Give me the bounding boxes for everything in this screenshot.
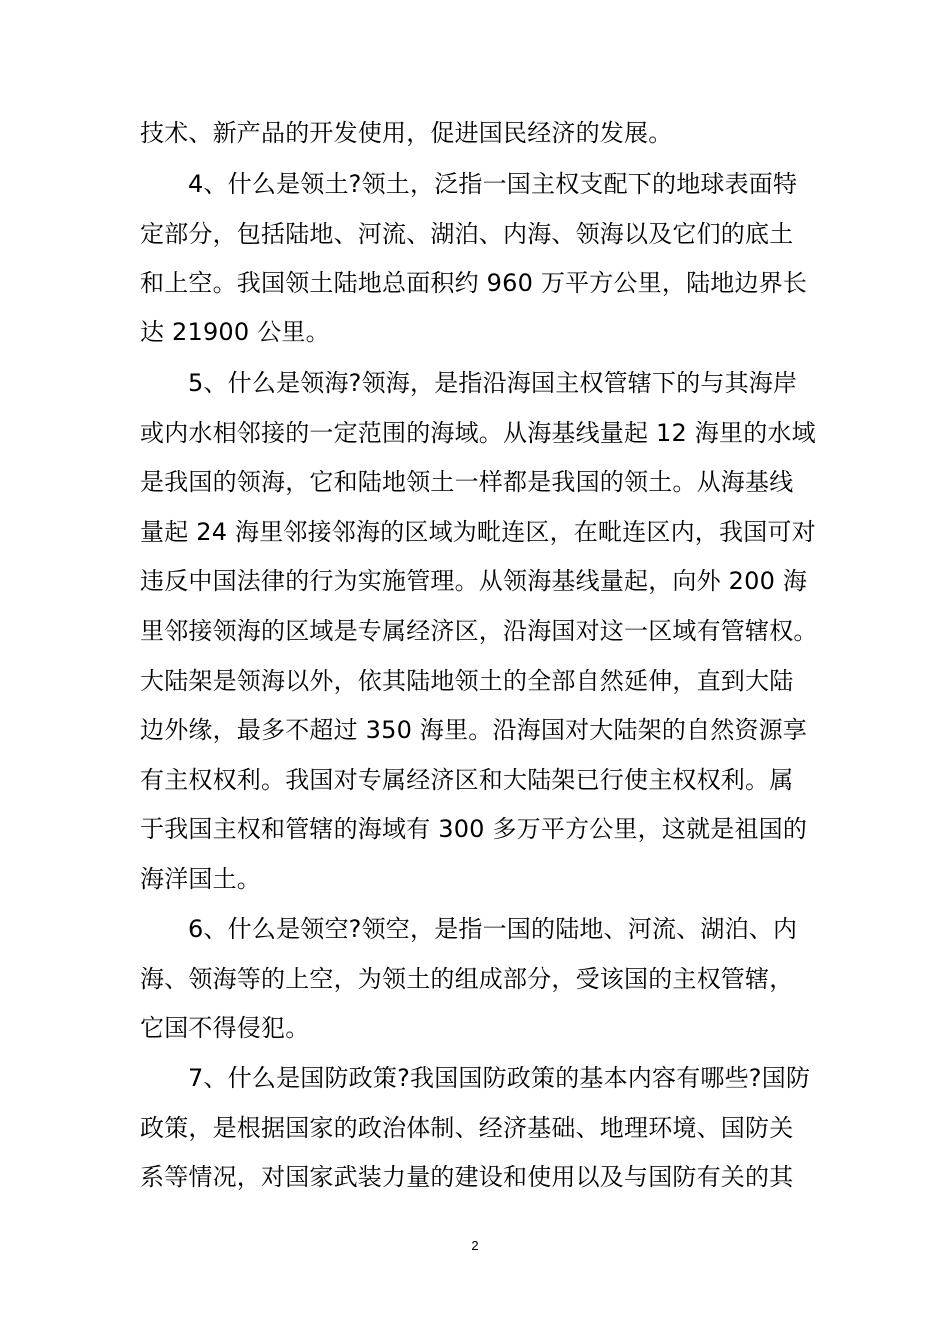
text-line: 系等情况，对国家武装力量的建设和使用以及与国防有关的其 (140, 1163, 794, 1191)
text-line: 量起 24 海里邻接邻海的区域为毗连区，在毗连区内，我国可对 (140, 518, 816, 546)
text-line: 是我国的领海，它和陆地领土一样都是我国的领土。从海基线 (140, 468, 794, 496)
text-line: 它国不得侵犯。 (140, 1014, 310, 1042)
text-line: 于我国主权和管辖的海域有 300 多万平方公里，这就是祖国的 (140, 815, 808, 843)
text-line: 6、什么是领空?领空，是指一国的陆地、河流、湖泊、内 (188, 915, 798, 943)
text-line: 边外缘，最多不超过 350 海里。沿海国对大陆架的自然资源享 (140, 716, 808, 744)
text-line: 5、什么是领海?领海，是指沿海国主权管辖下的与其海岸 (188, 369, 798, 397)
text-line: 或内水相邻接的一定范围的海域。从海基线量起 12 海里的水域 (140, 419, 816, 447)
text-line: 和上空。我国领土陆地总面积约 960 万平方公里，陆地边界长 (140, 269, 808, 297)
text-line: 大陆架是领海以外，依其陆地领土的全部自然延伸，直到大陆 (140, 667, 794, 695)
text-line: 4、什么是领土?领土，泛指一国主权支配下的地球表面特 (188, 170, 798, 198)
text-line: 里邻接领海的区域是专属经济区，沿海国对这一区域有管辖权。 (140, 617, 818, 645)
text-line: 违反中国法律的行为实施管理。从领海基线量起，向外 200 海 (140, 567, 808, 595)
text-line: 达 21900 公里。 (140, 318, 330, 346)
page-number: 2 (471, 1238, 479, 1253)
text-line: 海、领海等的上空，为领土的组成部分，受该国的主权管辖， (140, 965, 794, 993)
text-line: 7、什么是国防政策?我国国防政策的基本内容有哪些?国防 (188, 1064, 811, 1092)
text-line: 技术、新产品的开发使用，促进国民经济的发展。 (140, 119, 673, 147)
text-line: 政策，是根据国家的政治体制、经济基础、地理环境、国防关 (140, 1114, 794, 1142)
text-line: 定部分，包括陆地、河流、湖泊、内海、领海以及它们的底土 (140, 220, 794, 248)
text-line: 海洋国土。 (140, 865, 261, 893)
text-line: 有主权权利。我国对专属经济区和大陆架已行使主权权利。属 (140, 766, 794, 794)
